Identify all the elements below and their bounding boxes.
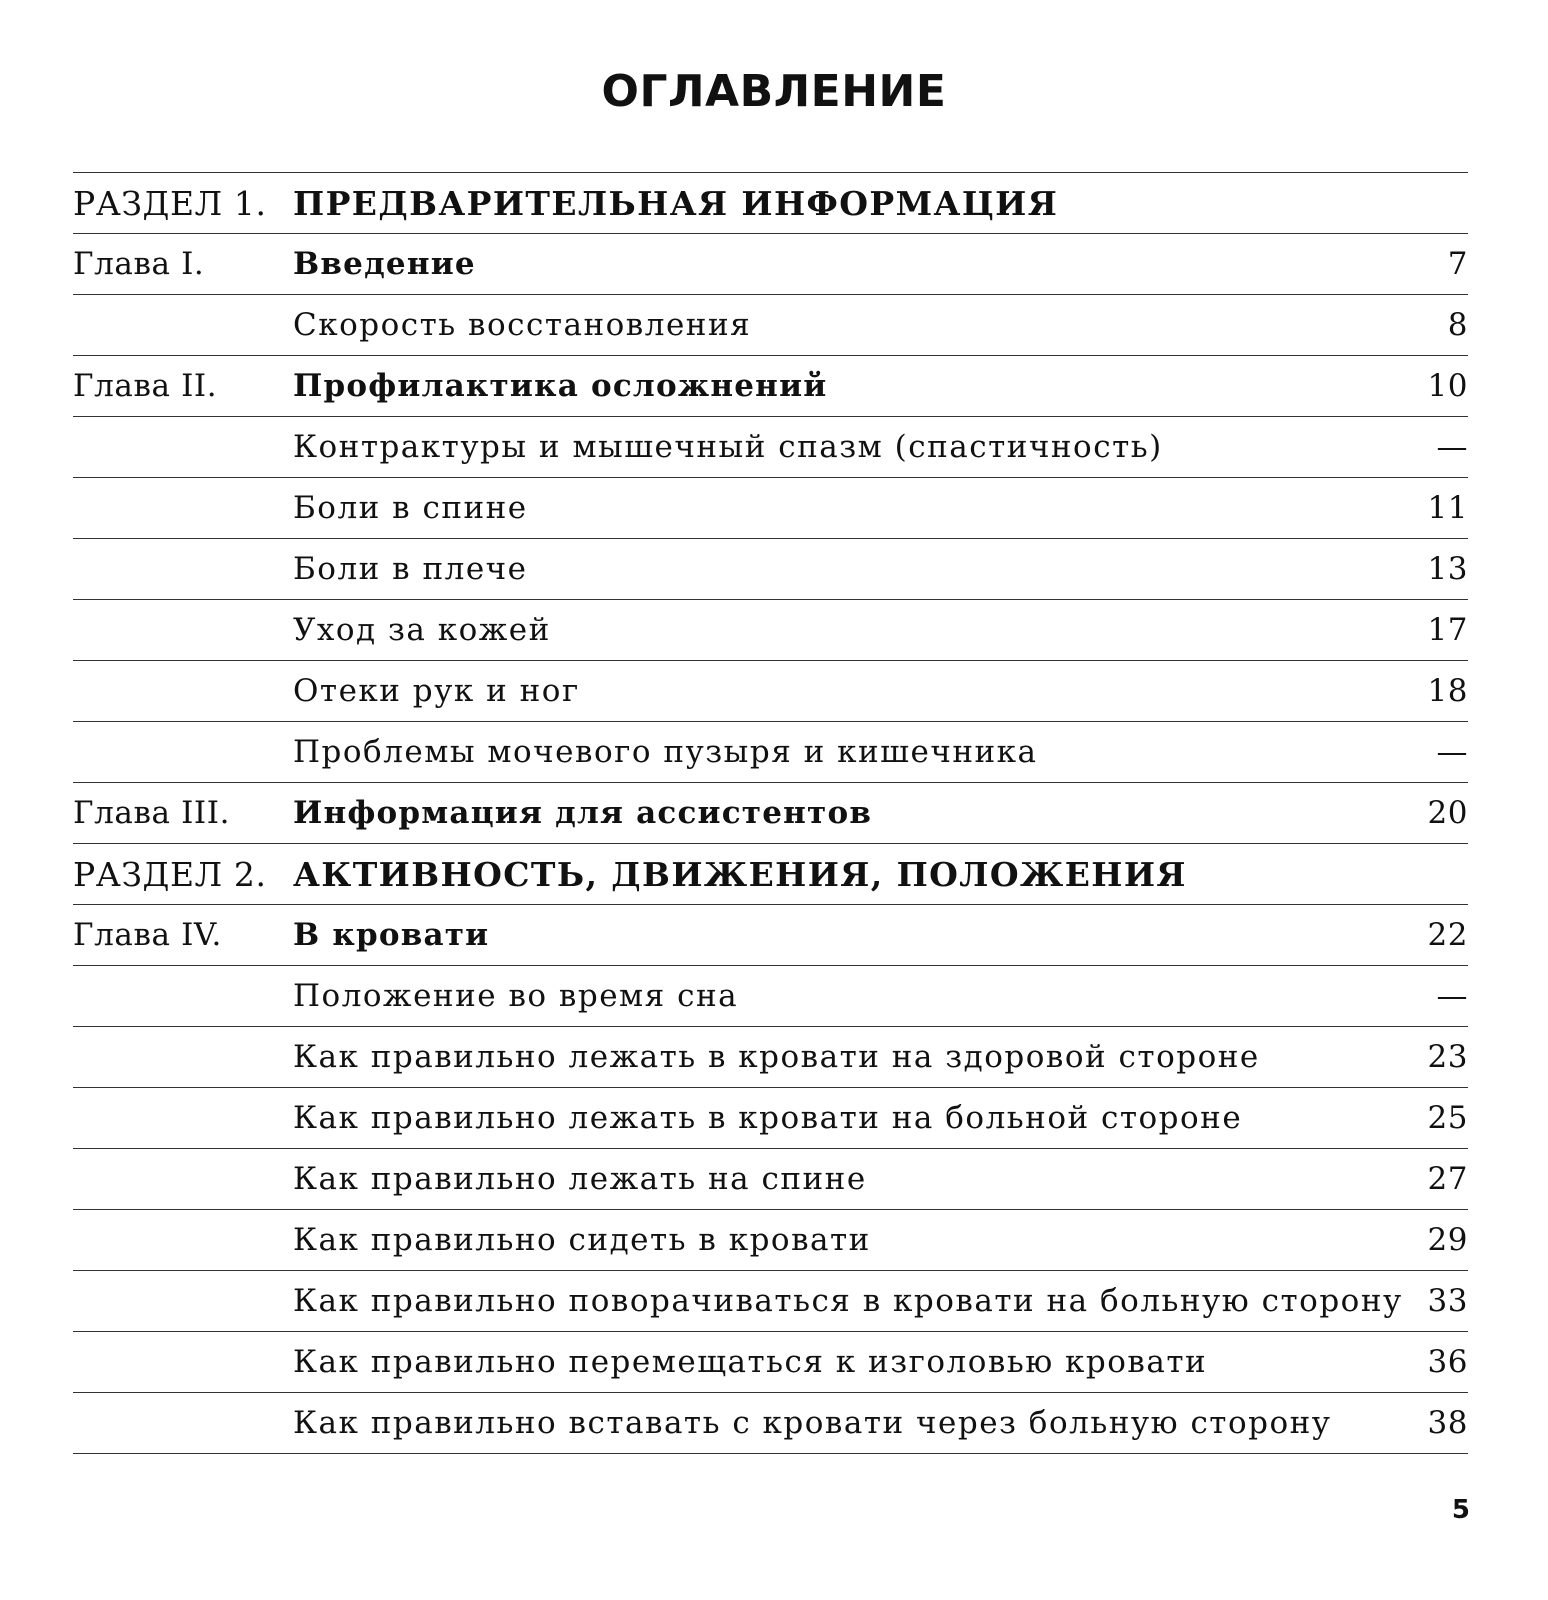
toc-row-chapter: [73, 905, 1468, 966]
toc-row-section: [73, 844, 1468, 905]
toc-entry-title: Проблемы мочевого пузыря и кишечника: [293, 734, 1038, 770]
toc-row-sub: [73, 966, 1468, 1027]
toc-row-chapter: [73, 783, 1468, 844]
toc-entry-title: АКТИВНОСТЬ, ДВИЖЕНИЯ, ПОЛОЖЕНИЯ: [293, 855, 1187, 894]
toc-entry-page: 17: [1427, 612, 1468, 648]
toc-row-sub: [73, 1149, 1468, 1210]
toc-entry-page: 22: [1427, 917, 1468, 953]
toc-row-sub: [73, 1393, 1468, 1454]
toc-row-section: [73, 173, 1468, 234]
toc-row-sub: [73, 722, 1468, 783]
toc-row-chapter: [73, 356, 1468, 417]
toc-entry-page: 18: [1427, 673, 1468, 709]
toc-entry-title: Введение: [293, 246, 476, 282]
toc-entry-page: 13: [1427, 551, 1468, 587]
page-title: ОГЛАВЛЕНИЕ: [601, 66, 947, 117]
toc-entry-page: 8: [1447, 307, 1468, 343]
toc-entry-title: Отеки рук и ног: [293, 673, 580, 709]
toc-entry-label: Глава III.: [73, 795, 231, 831]
toc-entry-page: —: [1436, 978, 1468, 1014]
toc-entry-title: Информация для ассистентов: [293, 795, 873, 831]
toc-entry-page: 7: [1447, 246, 1468, 282]
toc-entry-title: Как правильно лежать на спине: [293, 1161, 867, 1197]
toc-entry-title: Уход за кожей: [293, 612, 551, 648]
page-number: 5: [1451, 1495, 1470, 1525]
toc-row-chapter: [73, 234, 1468, 295]
toc-entry-title: Как правильно поворачиваться в кровати на больную сторону: [293, 1283, 1403, 1319]
toc-entry-title: Как правильно сидеть в кровати: [293, 1222, 871, 1258]
toc-entry-title: Скорость восстановления: [293, 307, 752, 343]
toc-entry-title: Как правильно лежать в кровати на здоровой стороне: [293, 1039, 1260, 1075]
toc-entry-title: Боли в плече: [293, 551, 528, 587]
toc-entry-label: Глава IV.: [73, 917, 222, 953]
toc-entry-page: 10: [1427, 368, 1468, 404]
toc-entry-title: Как правильно вставать с кровати через больную сторону: [293, 1405, 1332, 1441]
toc-row-sub: [73, 417, 1468, 478]
toc-row-sub: [73, 1088, 1468, 1149]
toc-row-sub: [73, 1210, 1468, 1271]
toc-row-sub: [73, 1332, 1468, 1393]
toc-entry-page: —: [1436, 429, 1468, 465]
toc-row-sub: [73, 478, 1468, 539]
toc-entry-page: 38: [1427, 1405, 1468, 1441]
toc-entry-page: 25: [1427, 1100, 1468, 1136]
toc-entry-title: Как правильно перемещаться к изголовью кровати: [293, 1344, 1208, 1380]
toc-entry-page: 27: [1427, 1161, 1468, 1197]
toc-entry-label: РАЗДЕЛ 1.: [73, 184, 267, 223]
toc-entry-page: 33: [1427, 1283, 1468, 1319]
toc-entry-title: Боли в спине: [293, 490, 528, 526]
toc-entry-page: 11: [1427, 490, 1468, 526]
table-of-contents: [73, 172, 1468, 1454]
toc-entry-page: 20: [1427, 795, 1468, 831]
toc-entry-label: РАЗДЕЛ 2.: [73, 855, 267, 894]
toc-entry-page: —: [1436, 734, 1468, 770]
toc-entry-title: Профилактика осложнений: [293, 368, 828, 404]
toc-entry-label: Глава II.: [73, 368, 218, 404]
toc-entry-page: 23: [1427, 1039, 1468, 1075]
toc-row-sub: [73, 539, 1468, 600]
toc-row-sub: [73, 1271, 1468, 1332]
toc-entry-page: 36: [1427, 1344, 1468, 1380]
toc-entry-title: Контрактуры и мышечный спазм (спастичность): [293, 429, 1163, 465]
toc-entry-title: ПРЕДВАРИТЕЛЬНАЯ ИНФОРМАЦИЯ: [293, 184, 1059, 223]
toc-entry-title: Как правильно лежать в кровати на больной стороне: [293, 1100, 1243, 1136]
toc-row-sub: [73, 295, 1468, 356]
toc-entry-title: Положение во время сна: [293, 978, 739, 1014]
toc-row-sub: [73, 600, 1468, 661]
toc-entry-title: В кровати: [293, 917, 490, 953]
toc-entry-page: 29: [1427, 1222, 1468, 1258]
toc-row-sub: [73, 1027, 1468, 1088]
toc-row-sub: [73, 661, 1468, 722]
toc-entry-label: Глава I.: [73, 246, 205, 282]
